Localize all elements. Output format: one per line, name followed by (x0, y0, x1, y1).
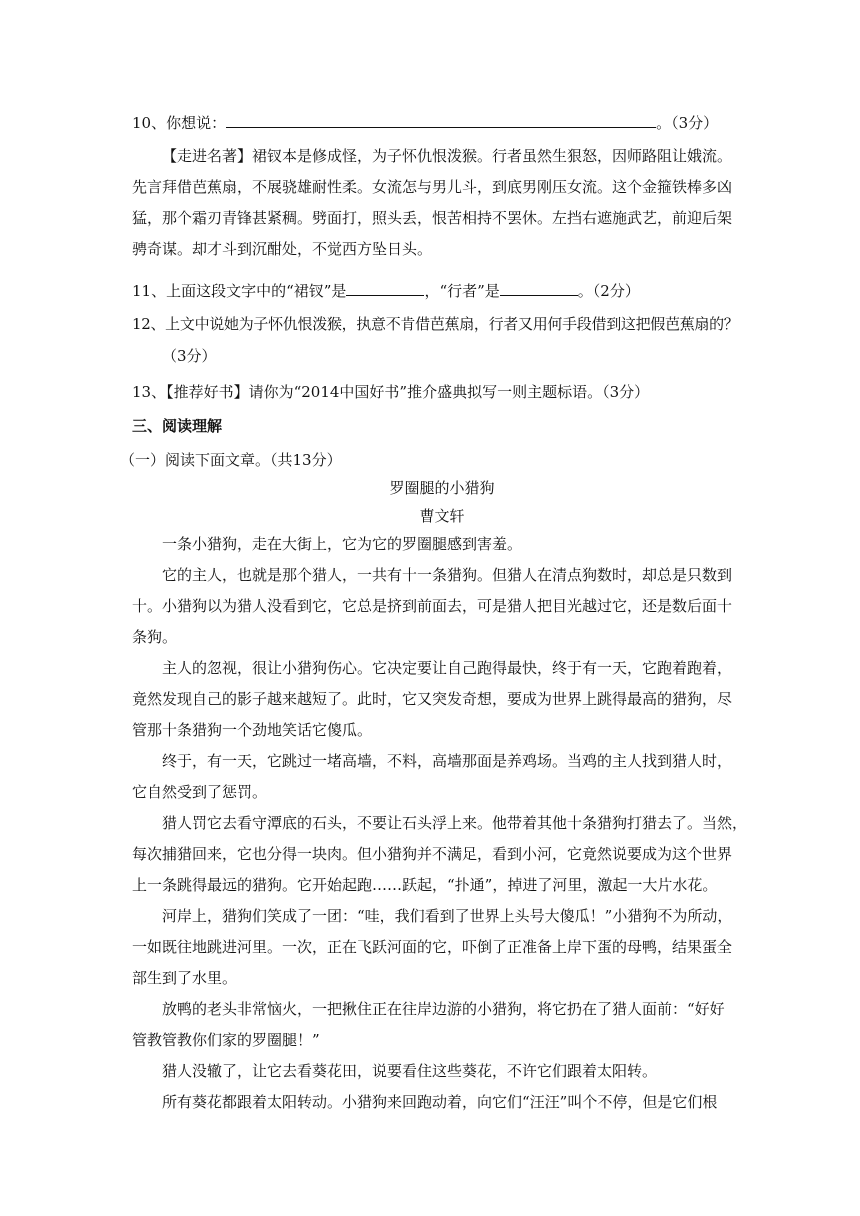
article-line: 管那十条猎狗一个劲地笑话它傻瓜。 (132, 721, 373, 739)
article-line: 终于，有一天，它跳过一堵高墙，不料，高墙那面是养鸡场。当鸡的主人找到猎人时， (162, 752, 733, 770)
section-heading: 三、阅读理解 (132, 417, 223, 435)
article-line: 每次捕猎回来，它也分得一块肉。但小猎狗并不满足，看到小河，它竟然说要成为这个世界 (132, 845, 733, 863)
answer-blank (500, 280, 578, 296)
question-10-prefix: 10、你想说： (132, 114, 227, 132)
article-line: 部生到了水里。 (132, 969, 238, 987)
article-line: 上一条跳得最远的猎狗。它开始起跑……跃起，“扑通”，掉进了河里，激起一大片水花。 (132, 876, 718, 894)
article-line: 竟然发现自己的影子越来越短了。此时，它又突发奇想，要成为世界上跳得最高的猎狗，尽 (132, 690, 733, 708)
article-line: 一条小猎狗，走在大街上，它为它的罗圈腿感到害羞。 (162, 535, 523, 553)
mingzhu-passage (132, 146, 732, 270)
article-line: 管教管教你们家的罗圈腿！” (132, 1031, 320, 1049)
article-line: 所有葵花都跟着太阳转动。小猎狗来回跑动着，向它们“汪汪”叫个不停，但是它们根 (162, 1093, 718, 1111)
article-author: 曹文轩 (419, 507, 465, 525)
passage-line: 先言拜借芭蕉扇，不展骁雄耐性柔。女流怎与男儿斗，到底男刚压女流。这个金箍铁棒多凶 (132, 178, 733, 196)
part-heading: （一）阅读下面文章。（共13分） (120, 451, 342, 469)
question-10 (132, 112, 718, 133)
question-11 (132, 280, 640, 301)
article-line: 放鸭的老头非常恼火，一把揪住正在往岸边游的小猎狗，将它扔在了猎人面前：“好好 (162, 1000, 725, 1018)
passage-line: 骋奇谋。却才斗到沉酣处，不觉西方坠日头。 (132, 240, 433, 258)
article-line: 主人的忽视，很让小猎狗伤心。它决定要让自己跑得最快，终于有一天，它跑着跑着， (162, 659, 733, 677)
article-body (132, 534, 747, 1123)
passage-line: 【走进名著】裙钗本是修成怪，为子怀仇恨泼猴。行者虽然生狠怒，因师路阻让娥流。 (162, 147, 733, 165)
article-line: 猎人罚它去看守潭底的石头，不要让石头浮上来。他带着其他十条猎狗打猎去了。当然， (162, 814, 748, 832)
article-title: 罗圈腿的小猎狗 (389, 479, 495, 497)
article-line: 十。小猎狗以为猎人没看到它，它总是挤到前面去，可是猎人把目光越过它，还是数后面十 (132, 597, 733, 615)
question-12: 12、上文中说她为子怀仇恨泼猴，执意不肯借芭蕉扇，行者又用何手段借到这把假芭蕉扇的？ (132, 315, 739, 333)
question-11-part-c: 。（2分） (577, 282, 640, 300)
article-line: 猎人没辙了，让它去看葵花田，说要看住这些葵花，不许它们跟着太阳转。 (162, 1062, 658, 1080)
question-12-score: （3分） (162, 347, 217, 365)
answer-blank (346, 280, 424, 296)
question-11-part-b: ，“行者”是 (424, 282, 500, 300)
question-10-suffix: 。（3分） (656, 114, 719, 132)
passage-line: 猛，那个霜刃青锋甚紧稠。劈面打，照头丢，恨苦相持不罢休。左挡右遮施武艺，前迎后架 (132, 209, 733, 227)
article-line: 一如既往地跳进河里。一次，正在飞跃河面的它，吓倒了正准备上岸下蛋的母鸭，结果蛋全 (132, 938, 733, 956)
answer-blank (226, 112, 656, 128)
question-13: 13、【推荐好书】请你为“2014中国好书”推介盛典拟写一则主题标语。（3分） (132, 383, 650, 401)
question-11-part-a: 11、上面这段文字中的“裙钗”是 (132, 282, 347, 300)
article-line: 河岸上，猎狗们笑成了一团：“哇，我们看到了世界上头号大傻瓜！”小猎狗不为所动， (162, 907, 733, 925)
article-line: 条狗。 (132, 628, 178, 646)
article-line: 它自然受到了惩罚。 (132, 783, 268, 801)
article-line: 它的主人，也就是那个猎人，一共有十一条猎狗。但猎人在清点狗数时，却总是只数到 (162, 566, 733, 584)
